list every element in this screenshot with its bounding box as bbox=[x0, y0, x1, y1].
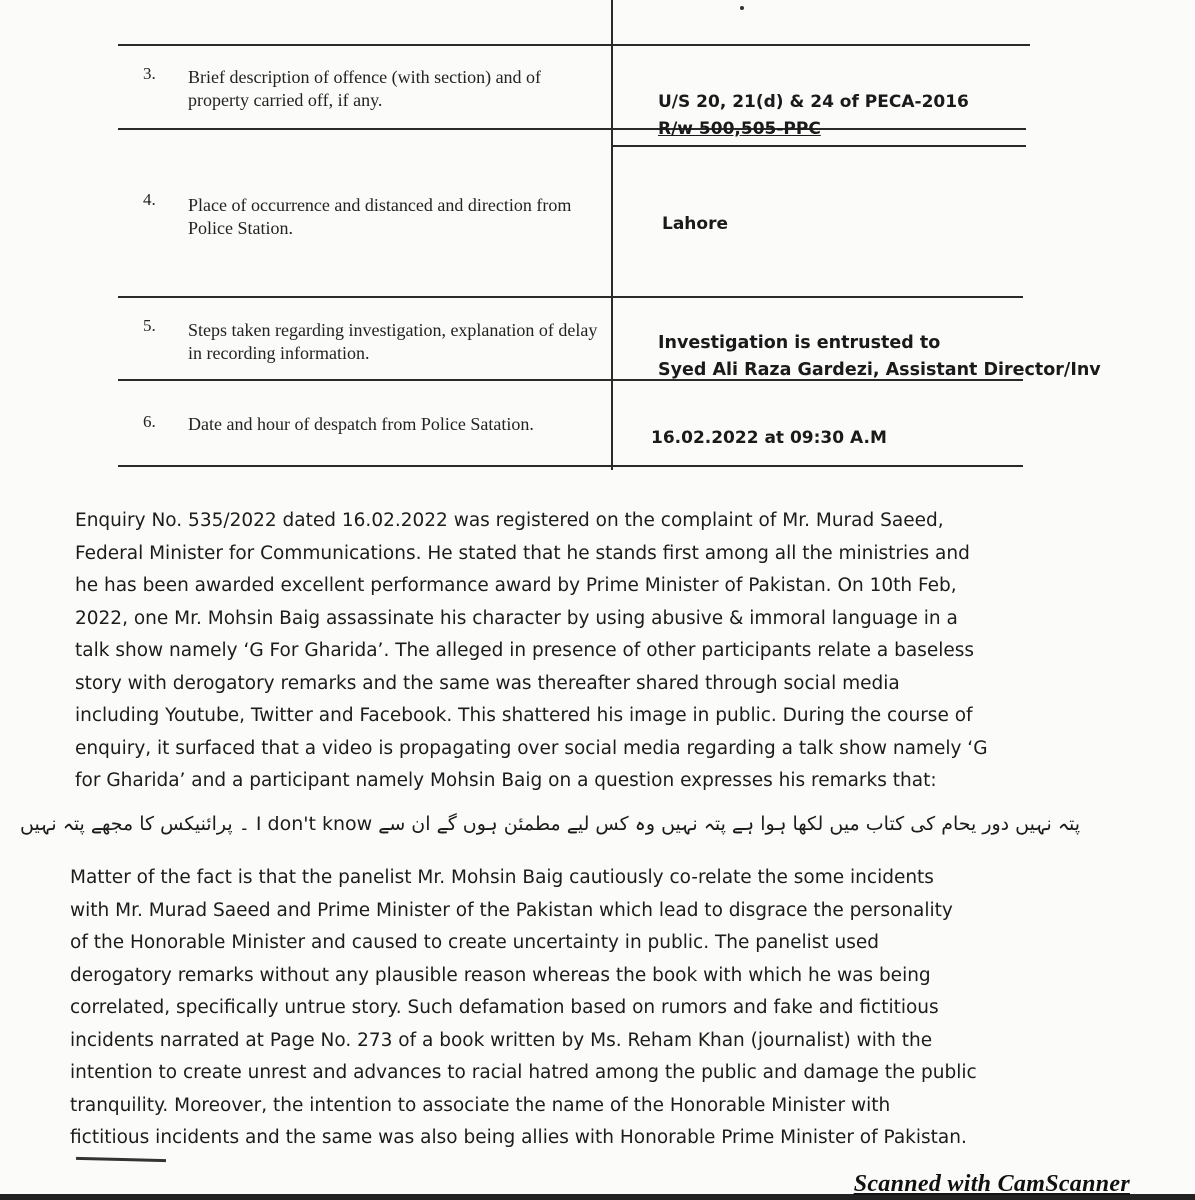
paragraph-line: derogatory remarks without any plausible reason whereas the book with which he was being bbox=[70, 964, 931, 986]
paragraph-line: fictitious incidents and the same was also being allies with Honorable Prime Minister of Pakistan. bbox=[70, 1127, 967, 1148]
paragraph-line: story with derogatory remarks and the same was thereafter shared through social media bbox=[75, 672, 900, 694]
row-number: 5. bbox=[143, 316, 156, 335]
row-value-line: R/w 500,505-PPC bbox=[658, 119, 821, 139]
row-description: Brief description of offence (with section) and of property carried off, if any. bbox=[188, 67, 542, 110]
row-value-line: Lahore bbox=[662, 214, 728, 234]
paragraph-line: Enquiry No. 535/2022 dated 16.02.2022 was registered on the complaint of Mr. Murad Saeed, bbox=[75, 510, 944, 531]
table-row-divider bbox=[118, 296, 1023, 298]
row-description: Date and hour of despatch from Police Satation. bbox=[188, 414, 534, 434]
paragraph-line: for Gharida’ and a participant namely Mohsin Baig on a question expresses his remarks that: bbox=[75, 770, 937, 791]
row-number: 3. bbox=[143, 64, 156, 83]
row-value-line: Investigation is entrusted to bbox=[658, 333, 941, 353]
table-row-divider bbox=[118, 465, 1023, 467]
paragraph-line: of the Honorable Minister and caused to create uncertainty in public. The panelist used bbox=[70, 932, 879, 953]
paragraph-line: correlated, specifically untrue story. Such defamation based on rumors and fake and fictitious bbox=[70, 997, 939, 1018]
table-row-divider bbox=[613, 145, 1026, 147]
camscanner-watermark: Scanned with CamScanner bbox=[853, 1171, 1130, 1197]
row-value-line: 16.02.2022 at 09:30 A.M bbox=[651, 428, 887, 448]
scan-smudge bbox=[76, 1157, 166, 1162]
row-value bbox=[658, 330, 1101, 384]
row-description: Steps taken regarding investigation, explanation of delay in recording information. bbox=[188, 320, 598, 363]
urdu-quote: پتہ نہیں دور یحام کی کتاب میں لکھا ہوا ہے پتہ نہیں وہ کس لیے مطمئن ہوں گے ان سے I don't know ۔ پرائنیکس کا مجھے پتہ نہیں bbox=[20, 813, 1080, 835]
paragraph-line: Federal Minister for Communications. He stated that he stands first among all the ministries and bbox=[75, 542, 970, 564]
findings-paragraph bbox=[70, 862, 1050, 1155]
row-value-line: Syed Ali Raza Gardezi, Assistant Director/Inv bbox=[658, 360, 1101, 380]
row-number: 4. bbox=[143, 190, 156, 209]
row-number: 6. bbox=[143, 412, 156, 431]
table-row-divider bbox=[118, 44, 1030, 46]
paragraph-line: enquiry, it surfaced that a video is propagating over social media regarding a talk show namely ‘G bbox=[75, 737, 988, 759]
paragraph-line: including Youtube, Twitter and Facebook. This shattered his image in public. During the course of bbox=[75, 705, 973, 726]
paragraph-line: intention to create unrest and advances to racial hatred among the public and damage the public bbox=[70, 1062, 977, 1083]
table-column-divider bbox=[611, 0, 613, 470]
paragraph-line: incidents narrated at Page No. 273 of a book written by Ms. Reham Khan (journalist) with the bbox=[70, 1029, 933, 1051]
scan-speck bbox=[740, 6, 744, 10]
paragraph-line: with Mr. Murad Saeed and Prime Minister of the Pakistan which lead to disgrace the personality bbox=[70, 899, 953, 921]
row-value bbox=[658, 89, 969, 143]
row-value-line: U/S 20, 21(d) & 24 of PECA-2016 bbox=[658, 92, 969, 112]
row-description: Place of occurrence and distanced and direction from Police Station. bbox=[188, 195, 572, 238]
paragraph-line: 2022, one Mr. Mohsin Baig assassinate his character by using abusive & immoral language in a bbox=[75, 607, 958, 629]
paragraph-line: Matter of the fact is that the panelist Mr. Mohsin Baig cautiously co-relate the some incidents bbox=[70, 867, 934, 888]
paragraph-line: talk show namely ‘G For Gharida’. The alleged in presence of other participants relate a baseless bbox=[75, 640, 975, 661]
paragraph-line: tranquility. Moreover, the intention to associate the name of the Honorable Minister with bbox=[70, 1094, 891, 1116]
row-value bbox=[662, 211, 728, 238]
paragraph-line: he has been awarded excellent performance award by Prime Minister of Pakistan. On 10th Feb, bbox=[75, 575, 957, 596]
enquiry-paragraph bbox=[75, 505, 1050, 798]
row-value bbox=[651, 425, 887, 452]
